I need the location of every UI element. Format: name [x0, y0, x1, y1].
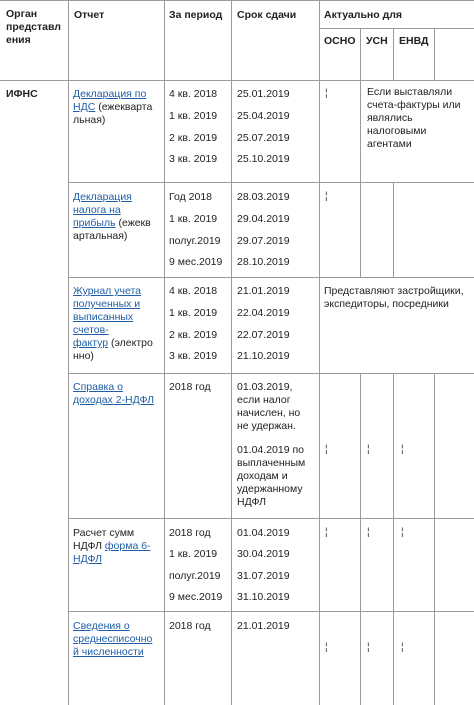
deadline-r2-3: 29.07.2019	[237, 235, 290, 247]
period-r3-2: 1 кв. 2019	[169, 307, 218, 319]
report-6ndfl: Расчет сумм НДФЛ форма 6- НДФЛ	[73, 527, 151, 565]
header-report: Отчет	[74, 9, 105, 21]
ndfl6-link[interactable]: форма 6-	[104, 540, 151, 552]
period-r3-3: 2 кв. 2019	[169, 329, 218, 341]
header-organ: Орган представл ения	[6, 8, 61, 46]
vat-declaration-link[interactable]: Декларация по	[73, 88, 147, 100]
period-r5-3: полуг.2019	[169, 570, 221, 582]
deadline-r1-2: 25.04.2019	[237, 110, 290, 122]
deadline-r1-4: 25.10.2019	[237, 153, 290, 165]
deadline-r5-4: 31.10.2019	[237, 591, 290, 603]
deadline-r2-2: 29.04.2019	[237, 213, 290, 225]
headcount-link[interactable]: Сведения о	[73, 620, 130, 632]
mark-r2-osno: ¦	[325, 191, 328, 202]
period-r3-1: 4 кв. 2018	[169, 285, 218, 297]
deadline-r6: 21.01.2019	[237, 620, 290, 632]
period-r2-4: 9 мес.2019	[169, 256, 223, 268]
period-r1-4: 3 кв. 2019	[169, 153, 218, 165]
mark-r6-envd: ¦	[401, 642, 404, 653]
vat-declaration-link-cont[interactable]: НДС	[73, 101, 96, 113]
profit-declaration-link-2[interactable]: налога на	[73, 204, 121, 216]
period-r1-1: 4 кв. 2018	[169, 88, 218, 100]
mark-r1-osno: ¦	[325, 88, 328, 99]
profit-declaration-link-3[interactable]: прибыль	[73, 217, 116, 229]
period-r3-4: 3 кв. 2019	[169, 350, 218, 362]
period-r2-3: полуг.2019	[169, 235, 221, 247]
mark-r4-envd: ¦	[401, 444, 404, 455]
headcount-link-2[interactable]: среднесписочно	[73, 633, 153, 645]
deadline-r3-3: 22.07.2019	[237, 329, 290, 341]
deadline-r1-1: 25.01.2019	[237, 88, 290, 100]
deadline-r5-2: 30.04.2019	[237, 548, 290, 560]
period-r2-1: Год 2018	[169, 191, 212, 203]
mark-r6-usn: ¦	[367, 642, 370, 653]
deadline-r4-2: 01.04.2019 по выплаченным доходам и удержанному НДФЛ	[237, 444, 306, 508]
report-headcount	[73, 620, 163, 659]
period-r1-3: 2 кв. 2019	[169, 132, 218, 144]
period-r5-4: 9 мес.2019	[169, 591, 223, 603]
invoice-journal-link-4[interactable]: счетов-	[73, 324, 109, 336]
invoice-journal-link-2[interactable]: полученных и	[73, 298, 141, 310]
deadline-r3-1: 21.01.2019	[237, 285, 290, 297]
header-envd: ЕНВД	[399, 35, 429, 47]
deadline-r4-1: 01.03.2019, если налог начислен, но не удержан.	[237, 381, 301, 432]
report-2ndfl	[73, 381, 163, 407]
deadline-r3-2: 22.04.2019	[237, 307, 290, 319]
note-r3: Представляют застройщики, экспедиторы, посредники	[324, 285, 464, 310]
invoice-journal-link-5[interactable]: фактур	[73, 337, 109, 349]
mark-r4-usn: ¦	[367, 444, 370, 455]
period-r1-2: 1 кв. 2019	[169, 110, 218, 122]
mark-r4-osno: ¦	[325, 444, 328, 455]
header-period: За период	[169, 9, 223, 21]
ndfl6-link-2[interactable]: НДФЛ	[73, 553, 102, 565]
period-r2-2: 1 кв. 2019	[169, 213, 218, 225]
organ-value: ИФНС	[6, 88, 38, 100]
period-r5-1: 2018 год	[169, 527, 211, 539]
period-r6: 2018 год	[169, 620, 211, 632]
ndfl2-link[interactable]: Справка о	[73, 381, 123, 393]
invoice-journal-link-3[interactable]: выписанных	[73, 311, 134, 323]
mark-r5-osno: ¦	[325, 527, 328, 538]
mark-r6-osno: ¦	[325, 642, 328, 653]
ndfl2-link-2[interactable]: доходах 2-НДФЛ	[73, 394, 155, 406]
mark-r5-envd: ¦	[401, 527, 404, 538]
report-profit-declaration: Декларация налога на прибыль (ежекв артальная)	[73, 191, 151, 242]
deadline-r2-4: 28.10.2019	[237, 256, 290, 268]
period-r4: 2018 год	[169, 381, 211, 393]
report-vat-declaration: Декларация по НДС (ежекварта льная)	[73, 88, 153, 126]
invoice-journal-link[interactable]: Журнал учета	[73, 285, 141, 297]
headcount-link-3[interactable]: й численности	[73, 646, 144, 658]
deadline-r1-3: 25.07.2019	[237, 132, 290, 144]
deadline-r2-1: 28.03.2019	[237, 191, 290, 203]
header-usn: УСН	[366, 35, 388, 47]
deadline-r5-3: 31.07.2019	[237, 570, 290, 582]
deadline-r5-1: 01.04.2019	[237, 527, 290, 539]
profit-declaration-link[interactable]: Декларация	[73, 191, 132, 203]
header-actual-for: Актуально для	[324, 9, 403, 21]
mark-r5-usn: ¦	[367, 527, 370, 538]
header-osno: ОСНО	[324, 35, 356, 47]
report-invoice-journal: Журнал учета полученных и выписанных счетов- фактур (электро нно)	[73, 285, 153, 362]
header-deadline: Срок сдачи	[237, 9, 297, 21]
period-r5-2: 1 кв. 2019	[169, 548, 218, 560]
deadline-r3-4: 21.10.2019	[237, 350, 290, 362]
note-r1: Если выставляли счета-фактуры или являлись налоговыми агентами	[367, 86, 461, 150]
